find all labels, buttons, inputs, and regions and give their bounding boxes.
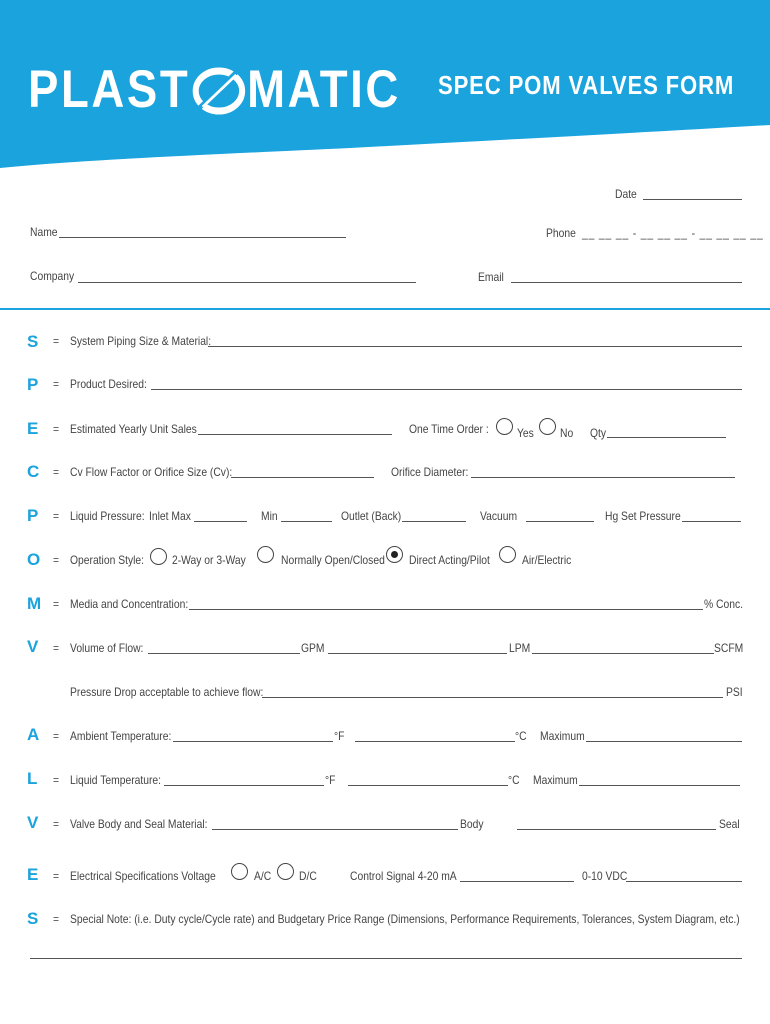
equals-sign: = (53, 641, 60, 655)
body-label: Body (460, 817, 484, 831)
equals-sign: = (53, 817, 60, 831)
equals-sign: = (53, 912, 60, 926)
phone-label: Phone (546, 226, 576, 240)
vacuum-label: Vacuum (480, 509, 518, 523)
gpm-field[interactable] (148, 653, 300, 654)
liquid-temp-f-field[interactable] (164, 785, 324, 786)
media-concentration-field[interactable] (189, 609, 703, 610)
lpm-label: LPM (509, 641, 531, 655)
spec-letter-p: P (27, 506, 39, 525)
spec-letter-v: V (27, 637, 39, 656)
yearly-sales-label: Estimated Yearly Unit Sales (70, 422, 197, 436)
control-signal-field[interactable] (460, 881, 574, 882)
logo-o-ring-icon (191, 63, 246, 115)
inlet-max-field[interactable] (194, 521, 247, 522)
product-desired-field[interactable] (151, 389, 742, 390)
equals-sign: = (53, 377, 60, 391)
one-time-order-label: One Time Order : (409, 422, 489, 436)
date-field[interactable] (643, 199, 742, 200)
dc-radio[interactable] (277, 863, 294, 880)
spec-letter-p: P (27, 375, 39, 394)
operation-style-label: Operation Style: (70, 553, 145, 567)
qty-label: Qty (590, 426, 607, 440)
qty-field[interactable] (607, 437, 726, 438)
form-title: SPEC POM VALVES FORM (438, 70, 735, 100)
phone-field[interactable]: __ __ __ - __ __ __ - __ __ __ __ (582, 226, 764, 240)
name-field[interactable] (59, 237, 346, 238)
spec-letter-e: E (27, 419, 39, 438)
liquid-temp-c-field[interactable] (348, 785, 508, 786)
hg-set-pressure-field[interactable] (682, 521, 741, 522)
spec-letter-a: A (27, 725, 40, 744)
outlet-back-field[interactable] (402, 521, 466, 522)
liquid-temp-label: Liquid Temperature: (70, 773, 162, 787)
spec-letter-c: C (27, 462, 40, 481)
spec-letter-s: S (27, 332, 39, 351)
normally-open-closed-label: Normally Open/Closed (281, 553, 385, 567)
header-banner (0, 0, 770, 175)
piping-size-label: System Piping Size & Material: (70, 334, 212, 348)
name-label: Name (30, 225, 58, 239)
vdc-label: 0-10 VDC (582, 869, 628, 883)
inlet-max-label: Inlet Max (149, 509, 191, 523)
piping-size-field[interactable] (208, 346, 742, 347)
spec-letter-o: O (27, 550, 41, 569)
no-label: No (560, 426, 574, 440)
spec-letter-l: L (27, 769, 38, 788)
two-three-way-label: 2-Way or 3-Way (172, 553, 246, 567)
spec-letter-e: E (27, 865, 39, 884)
outlet-back-label: Outlet (Back) (341, 509, 402, 523)
min-label: Min (261, 509, 278, 523)
maximum-label: Maximum (540, 729, 585, 743)
volume-of-flow-label: Volume of Flow: (70, 641, 144, 655)
pressure-drop-field[interactable] (262, 697, 723, 698)
equals-sign: = (53, 465, 60, 479)
pressure-drop-label: Pressure Drop acceptable to achieve flow: (70, 685, 264, 699)
conc-label: % Conc. (704, 597, 744, 611)
control-signal-label: Control Signal 4-20 mA (350, 869, 457, 883)
spec-letter-v: V (27, 813, 39, 832)
celsius-label: °C (515, 729, 527, 743)
spec-letter-m: M (27, 594, 42, 613)
product-desired-label: Product Desired: (70, 377, 147, 391)
direct-acting-pilot-label: Direct Acting/Pilot (409, 553, 490, 567)
orifice-diameter-label: Orifice Diameter: (391, 465, 469, 479)
gpm-label: GPM (301, 641, 325, 655)
yes-label: Yes (517, 426, 534, 440)
dc-label: D/C (299, 869, 317, 883)
cv-flow-label: Cv Flow Factor or Orifice Size (Cv): (70, 465, 233, 479)
email-label: Email (478, 270, 504, 284)
air-electric-label: Air/Electric (522, 553, 572, 567)
equals-sign: = (53, 773, 60, 787)
ambient-temp-label: Ambient Temperature: (70, 729, 172, 743)
body-material-field[interactable] (212, 829, 458, 830)
seal-material-field[interactable] (517, 829, 716, 830)
vacuum-field[interactable] (526, 521, 594, 522)
ambient-temp-c-field[interactable] (355, 741, 515, 742)
no-radio[interactable] (539, 418, 556, 435)
company-label: Company (30, 269, 75, 283)
celsius-label: °C (508, 773, 520, 787)
section-divider (0, 308, 770, 310)
yes-radio[interactable] (496, 418, 513, 435)
email-field[interactable] (511, 282, 742, 283)
equals-sign: = (53, 553, 60, 567)
fahrenheit-label: °F (325, 773, 336, 787)
date-label: Date (615, 187, 637, 201)
electrical-voltage-label: Electrical Specifications Voltage (70, 869, 216, 883)
psi-label: PSI (726, 685, 743, 699)
direct-acting-pilot-radio[interactable] (386, 546, 403, 563)
yearly-sales-field[interactable] (198, 434, 392, 435)
equals-sign: = (53, 869, 60, 883)
plastomatic-logo: PLAST MATIC (28, 60, 401, 119)
company-field[interactable] (78, 282, 416, 283)
orifice-diameter-field[interactable] (471, 477, 735, 478)
equals-sign: = (53, 509, 60, 523)
normally-open-closed-radio[interactable] (257, 546, 274, 563)
maximum-label: Maximum (533, 773, 578, 787)
equals-sign: = (53, 597, 60, 611)
lpm-field[interactable] (328, 653, 507, 654)
equals-sign: = (53, 729, 60, 743)
seal-label: Seal (719, 817, 740, 831)
ac-radio[interactable] (231, 863, 248, 880)
min-field[interactable] (281, 521, 332, 522)
air-electric-radio[interactable] (499, 546, 516, 563)
valve-material-label: Valve Body and Seal Material: (70, 817, 208, 831)
ac-label: A/C (254, 869, 272, 883)
liquid-pressure-label: Liquid Pressure: (70, 509, 145, 523)
ambient-max-field[interactable] (586, 741, 742, 742)
liquid-max-field[interactable] (579, 785, 740, 786)
fahrenheit-label: °F (334, 729, 345, 743)
hg-set-pressure-label: Hg Set Pressure (605, 509, 681, 523)
equals-sign: = (53, 422, 60, 436)
media-concentration-label: Media and Concentration: (70, 597, 189, 611)
two-three-way-radio[interactable] (150, 548, 167, 565)
ambient-temp-f-field[interactable] (173, 741, 333, 742)
special-note-field[interactable] (30, 958, 742, 959)
vdc-field[interactable] (626, 881, 742, 882)
cv-flow-field[interactable] (231, 477, 374, 478)
scfm-label: SCFM (714, 641, 744, 655)
scfm-field[interactable] (532, 653, 714, 654)
spec-letter-s: S (27, 909, 39, 928)
equals-sign: = (53, 334, 60, 348)
special-note-label: Special Note: (i.e. Duty cycle/Cycle rate) and Budgetary Price Range (Dimensions, Performance Requirements, Tolerances, System Diagram, etc.) (70, 912, 740, 926)
